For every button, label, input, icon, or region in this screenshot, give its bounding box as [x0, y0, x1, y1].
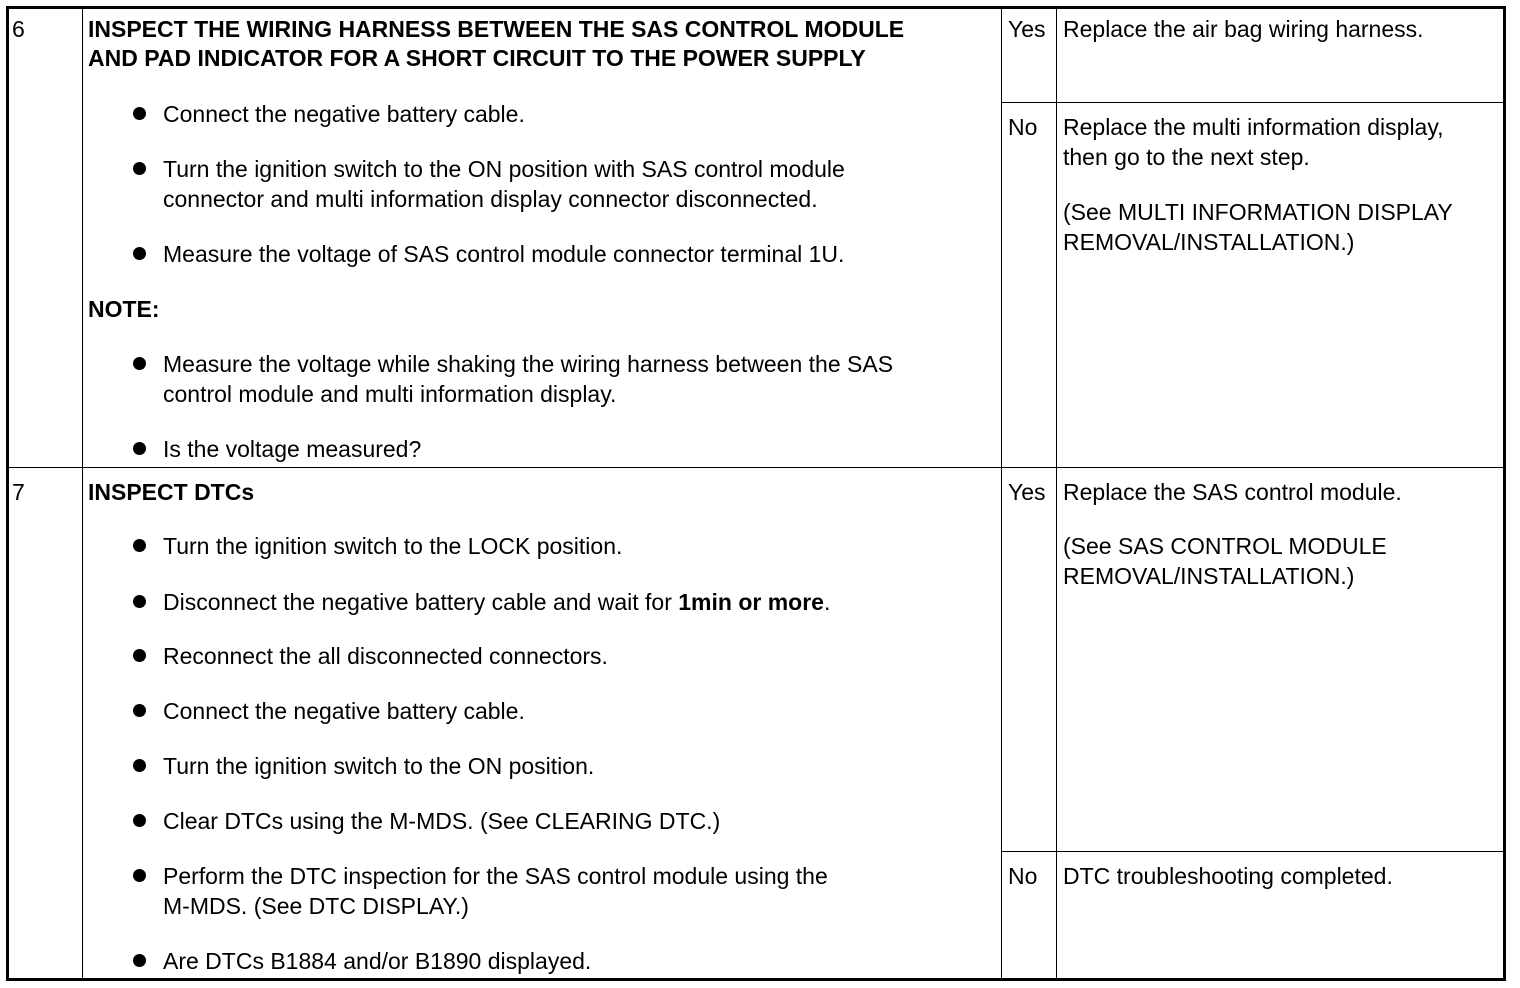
- bullet-icon: [133, 954, 146, 967]
- note-label: NOTE:: [88, 296, 160, 322]
- bullet-icon: [133, 107, 146, 120]
- step-number: 6: [12, 16, 25, 42]
- step-heading: INSPECT DTCs: [88, 479, 255, 505]
- yes-label: Yes: [1008, 479, 1046, 505]
- no-reference: (See MULTI INFORMATION DISPLAY: [1063, 199, 1453, 225]
- bullet-icon: [133, 357, 146, 370]
- bullet-icon: [133, 704, 146, 717]
- no-label: No: [1008, 863, 1038, 889]
- bullet-icon: [133, 595, 146, 608]
- result-divider: [1001, 851, 1505, 852]
- step-item: connector and multi information display connector disconnected.: [163, 186, 818, 212]
- column-divider: [82, 7, 83, 980]
- step-item: Turn the ignition switch to the ON position with SAS control module: [163, 156, 845, 182]
- bullet-icon: [133, 442, 146, 455]
- bullet-icon: [133, 814, 146, 827]
- bullet-icon: [133, 539, 146, 552]
- step-item: Clear DTCs using the M-MDS. (See CLEARING DTC.): [163, 808, 721, 834]
- step-item: Turn the ignition switch to the LOCK position.: [163, 533, 623, 559]
- bullet-icon: [133, 162, 146, 175]
- step-number: 7: [12, 479, 25, 505]
- bullet-icon: [133, 649, 146, 662]
- step-item: Perform the DTC inspection for the SAS control module using the: [163, 863, 828, 889]
- no-action: then go to the next step.: [1063, 144, 1310, 170]
- note-item: control module and multi information display.: [163, 381, 617, 407]
- bullet-icon: [133, 869, 146, 882]
- no-reference: REMOVAL/INSTALLATION.): [1063, 229, 1355, 255]
- step-item: Reconnect the all disconnected connectors.: [163, 643, 608, 669]
- step-item: Connect the negative battery cable.: [163, 101, 525, 127]
- column-divider: [1001, 7, 1002, 980]
- yes-action: Replace the air bag wiring harness.: [1063, 16, 1424, 42]
- bullet-icon: [133, 759, 146, 772]
- step-item-text: .: [823, 589, 831, 615]
- note-item: Measure the voltage while shaking the wiring harness between the SAS: [163, 351, 894, 377]
- step-item: Measure the voltage of SAS control module connector terminal 1U.: [163, 241, 845, 267]
- column-divider: [1056, 7, 1057, 980]
- step-item: [163, 587, 830, 617]
- no-action: DTC troubleshooting completed.: [1063, 863, 1393, 889]
- yes-reference: REMOVAL/INSTALLATION.): [1063, 563, 1355, 589]
- step-heading: AND PAD INDICATOR FOR A SHORT CIRCUIT TO THE POWER SUPPLY: [88, 45, 866, 71]
- yes-reference: (See SAS CONTROL MODULE: [1063, 533, 1387, 559]
- yes-action: Replace the SAS control module.: [1063, 479, 1402, 505]
- bullet-icon: [133, 247, 146, 260]
- no-action: Replace the multi information display,: [1063, 114, 1444, 140]
- step-item: Turn the ignition switch to the ON position.: [163, 753, 595, 779]
- no-label: No: [1008, 114, 1038, 140]
- yes-label: Yes: [1008, 16, 1046, 42]
- note-item: Is the voltage measured?: [163, 436, 422, 462]
- step-item-emphasis: 1min or more: [678, 589, 824, 615]
- result-divider: [1001, 102, 1505, 103]
- step-item-text: Disconnect the negative battery cable and wait for: [163, 589, 679, 615]
- row-divider: [7, 467, 1505, 468]
- step-item: Connect the negative battery cable.: [163, 698, 525, 724]
- step-item: M-MDS. (See DTC DISPLAY.): [163, 893, 469, 919]
- step-heading: INSPECT THE WIRING HARNESS BETWEEN THE SAS CONTROL MODULE: [88, 16, 905, 42]
- step-item: Are DTCs B1884 and/or B1890 displayed.: [163, 948, 592, 974]
